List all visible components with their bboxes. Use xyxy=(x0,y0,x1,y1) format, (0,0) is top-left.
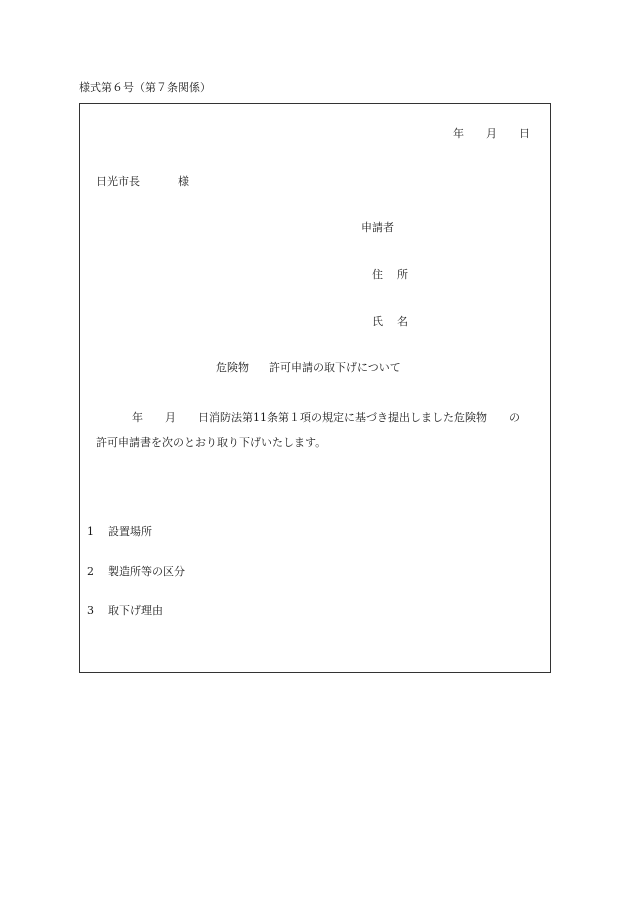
date-month: 月 xyxy=(486,127,497,140)
date-day: 日 xyxy=(519,127,530,140)
item-label: 設置場所 xyxy=(108,525,152,538)
form-number-title: 様式第６号（第７条関係） xyxy=(79,81,211,94)
item-number: 1 xyxy=(87,525,94,538)
address-label-char-1: 住 xyxy=(372,268,383,281)
item-facility-category xyxy=(87,566,185,577)
item-label: 取下げ理由 xyxy=(108,604,163,617)
addressee-name: 日光市長 xyxy=(96,175,140,188)
body-sentence: 日消防法第11条第１項の規定に基づき提出しました危険物 xyxy=(198,411,487,424)
name-label-char-2: 名 xyxy=(397,315,408,328)
subject-part2: 許可申請の取下げについて xyxy=(269,361,401,374)
date-line xyxy=(453,128,530,139)
name-label-char-1: 氏 xyxy=(372,315,383,328)
item-number: 3 xyxy=(87,604,94,617)
body-month: 月 xyxy=(165,411,176,424)
address-label-char-2: 所 xyxy=(397,268,408,281)
body-line-2: 許可申請書を次のとおり取り下げいたします。 xyxy=(96,436,327,449)
applicant-label: 申請者 xyxy=(361,221,394,234)
body-line-1 xyxy=(132,412,520,423)
item-installation-site xyxy=(87,526,152,537)
subject-part1: 危険物 xyxy=(216,361,249,374)
addressee-honorific: 様 xyxy=(178,175,189,188)
item-number: 2 xyxy=(87,565,94,578)
addressee-line xyxy=(96,176,189,187)
item-label: 製造所等の区分 xyxy=(108,565,185,578)
subject-line xyxy=(216,362,401,373)
applicant-address-label xyxy=(372,269,408,280)
date-year: 年 xyxy=(453,127,464,140)
item-withdrawal-reason xyxy=(87,605,163,616)
applicant-name-label xyxy=(372,316,408,327)
body-tail: の xyxy=(509,411,520,424)
application-form-box xyxy=(79,103,551,673)
body-year: 年 xyxy=(132,411,143,424)
